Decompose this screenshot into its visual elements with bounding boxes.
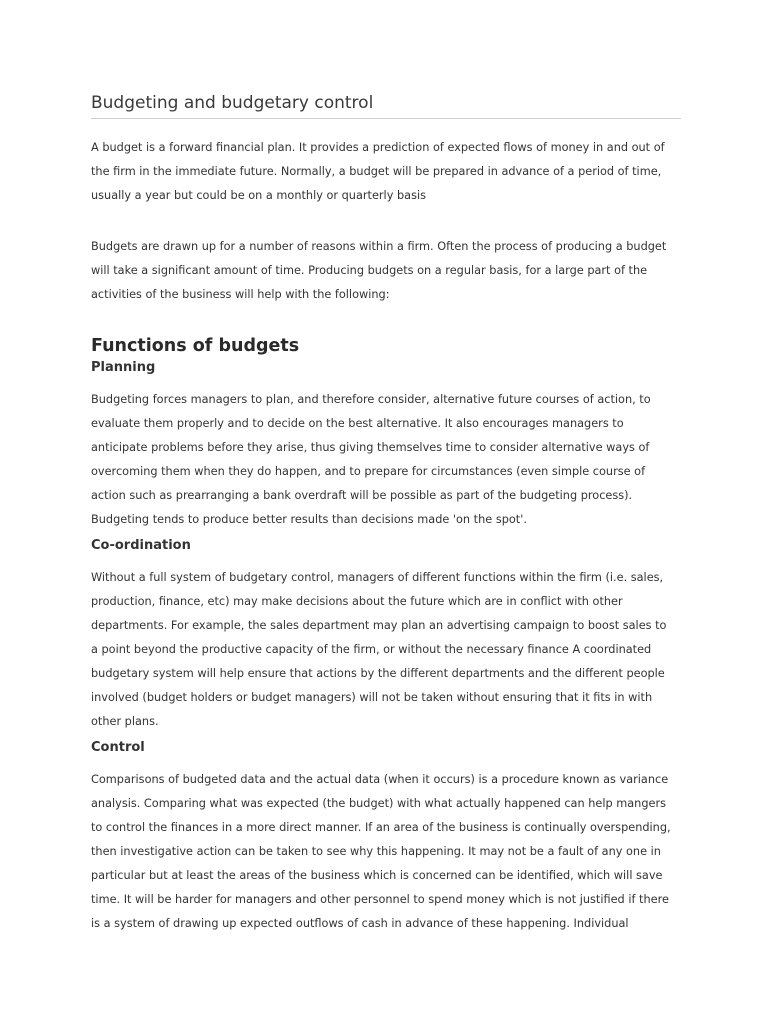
paragraph-line: involved (budget holders or budget managers) will not be taken without ensuring that it fits in with [91,691,653,704]
paragraph-line: anticipate problems before they arise, thus giving themselves time to consider alternative ways of [91,441,650,454]
paragraph-line: A budget is a forward financial plan. It provides a prediction of expected flows of money in and out of [91,141,665,154]
intro-paragraph-1 [91,136,681,208]
paragraph-line: particular but at least the areas of the business which is concerned can be identified, which will save [91,869,663,882]
paragraph-line: budgetary system will help ensure that actions by the different departments and the different people [91,667,665,680]
paragraph-line: then investigative action can be taken to see why this happening. It may not be a fault of any one in [91,845,661,858]
paragraph-line: overcoming them when they do happen, and to prepare for circumstances (even simple course of [91,465,646,478]
paragraph-line: will take a significant amount of time. Producing budgets on a regular basis, for a large part of the [91,264,648,277]
paragraph-line: analysis. Comparing what was expected (the budget) with what actually happened can help mangers [91,797,666,810]
paragraph-line: evaluate them properly and to decide on the best alternative. It also encourages managers to [91,417,624,430]
subsection-body-coordination [91,566,681,734]
paragraph-line: time. It will be harder for managers and other personnel to spend money which is not justified if there [91,893,669,906]
paragraph-line: a point beyond the productive capacity of the firm, or without the necessary finance A coordinated [91,643,652,656]
subsection-heading-coordination: Co-ordination [91,538,191,553]
section-heading-functions: Functions of budgets [91,336,300,356]
paragraph-line: production, finance, etc) may make decisions about the future which are in conflict with other [91,595,623,608]
intro-paragraph-2 [91,235,681,307]
paragraph-line: Comparisons of budgeted data and the actual data (when it occurs) is a procedure known as variance [91,773,669,786]
subsection-heading-control: Control [91,740,145,755]
paragraph-line: other plans. [91,715,159,728]
paragraph-line: Budgeting tends to produce better results than decisions made 'on the spot'. [91,513,527,526]
document-page [91,92,681,936]
subsection-body-planning [91,388,681,532]
paragraph-line: Budgets are drawn up for a number of reasons within a firm. Often the process of producing a budget [91,240,667,253]
document-title: Budgeting and budgetary control [91,92,681,119]
paragraph-line: action such as prearranging a bank overdraft will be possible as part of the budgeting process). [91,489,633,502]
paragraph-line: activities of the business will help with the following: [91,288,390,301]
paragraph-line: Budgeting forces managers to plan, and therefore consider, alternative future courses of action, to [91,393,651,406]
paragraph-line: the firm in the immediate future. Normally, a budget will be prepared in advance of a period of time, [91,165,662,178]
paragraph-line: is a system of drawing up expected outflows of cash in advance of these happening. Individual [91,917,629,930]
paragraph-line: Without a full system of budgetary control, managers of different functions within the firm (i.e. sales, [91,571,664,584]
paragraph-line: usually a year but could be on a monthly or quarterly basis [91,189,426,202]
paragraph-line: to control the finances in a more direct manner. If an area of the business is continually overspending, [91,821,671,834]
subsection-heading-planning: Planning [91,360,156,375]
paragraph-line: departments. For example, the sales department may plan an advertising campaign to boost sales to [91,619,667,632]
subsection-body-control [91,768,681,936]
